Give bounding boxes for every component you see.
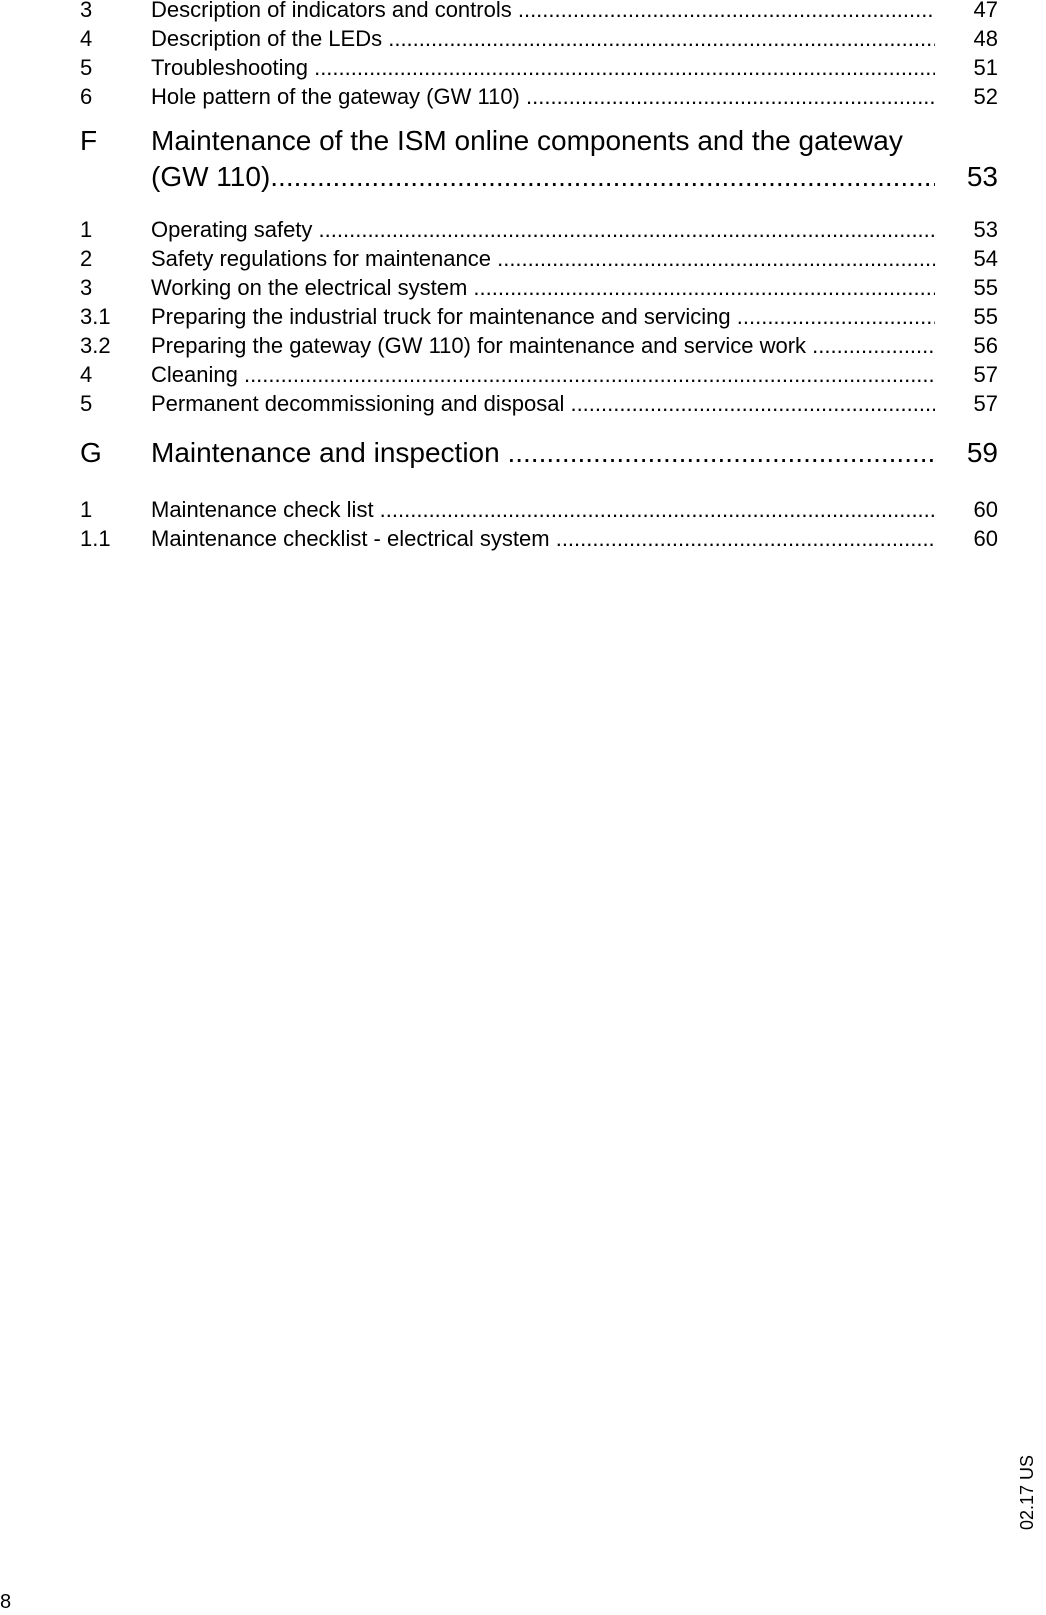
toc-entry-number: 6	[80, 84, 93, 109]
toc-entry-number: 3.1	[80, 304, 111, 329]
toc-entry-page: 55	[973, 275, 998, 300]
toc-entry-title: Preparing the industrial truck for maintenance and servicing .....	[151, 304, 935, 330]
toc-entry-title: Operating safety .....	[151, 217, 935, 243]
toc-entry-page: 48	[973, 26, 998, 51]
toc-entry-page: 52	[973, 84, 998, 109]
toc-chapter-page: 53	[966, 161, 998, 192]
toc-entry-title: Maintenance checklist - electrical system .....	[151, 526, 935, 552]
toc-entry-page: 53	[973, 217, 998, 242]
toc-entry-title: Working on the electrical system .....	[151, 275, 935, 301]
edition-label: 02.17 US	[1017, 1454, 1037, 1530]
toc-entry-number: 4	[80, 26, 93, 51]
toc-entry-number: 1	[80, 497, 93, 522]
toc-entry-page: 57	[973, 362, 998, 387]
toc-entry-page: 60	[973, 526, 998, 551]
toc-entry-page: 54	[973, 246, 998, 271]
toc-entry-number: 1.1	[80, 526, 111, 551]
toc-chapter-letter: G	[80, 437, 102, 468]
toc-chapter-letter: F	[80, 125, 98, 156]
toc-entry-title: Description of the LEDs .....	[151, 26, 935, 52]
toc-entry-title: Hole pattern of the gateway (GW 110) .....	[151, 84, 935, 110]
toc-entry-number: 3.2	[80, 333, 111, 358]
toc-entry-title: Permanent decommissioning and disposal .....	[151, 391, 935, 417]
toc-entry-page: 51	[973, 55, 998, 80]
toc-entry-number: 3	[80, 275, 93, 300]
toc-entry-page: 56	[973, 333, 998, 358]
toc-entry-number: 3	[80, 0, 93, 22]
toc-entry-number: 2	[80, 246, 93, 271]
toc-entry-title: Troubleshooting .....	[151, 55, 935, 81]
toc-chapter-page: 59	[966, 437, 998, 468]
toc-entry-page: 60	[973, 497, 998, 522]
toc-entry-number: 5	[80, 391, 93, 416]
toc-entry-title: Description of indicators and controls .....	[151, 0, 935, 23]
toc-entry-number: 1	[80, 217, 93, 242]
toc-entry-page: 47	[973, 0, 998, 22]
toc-entry-title: Maintenance check list .....	[151, 497, 935, 523]
toc-chapter-title: Maintenance of the ISM online components and the gateway	[151, 125, 903, 156]
toc-entry-number: 5	[80, 55, 93, 80]
toc-entry-page: 57	[973, 391, 998, 416]
toc-entry-title: Safety regulations for maintenance .....	[151, 246, 935, 272]
toc-entry-number: 4	[80, 362, 93, 387]
toc-entry-title: Preparing the gateway (GW 110) for maintenance and service work .....	[151, 333, 935, 359]
page-number: 8	[0, 1591, 12, 1613]
toc-entry-page: 55	[973, 304, 998, 329]
toc-entry-title: Cleaning .....	[151, 362, 935, 388]
toc-chapter-title-continued: (GW 110) .....	[151, 160, 935, 194]
toc-chapter-title: Maintenance and inspection .....	[151, 436, 935, 470]
